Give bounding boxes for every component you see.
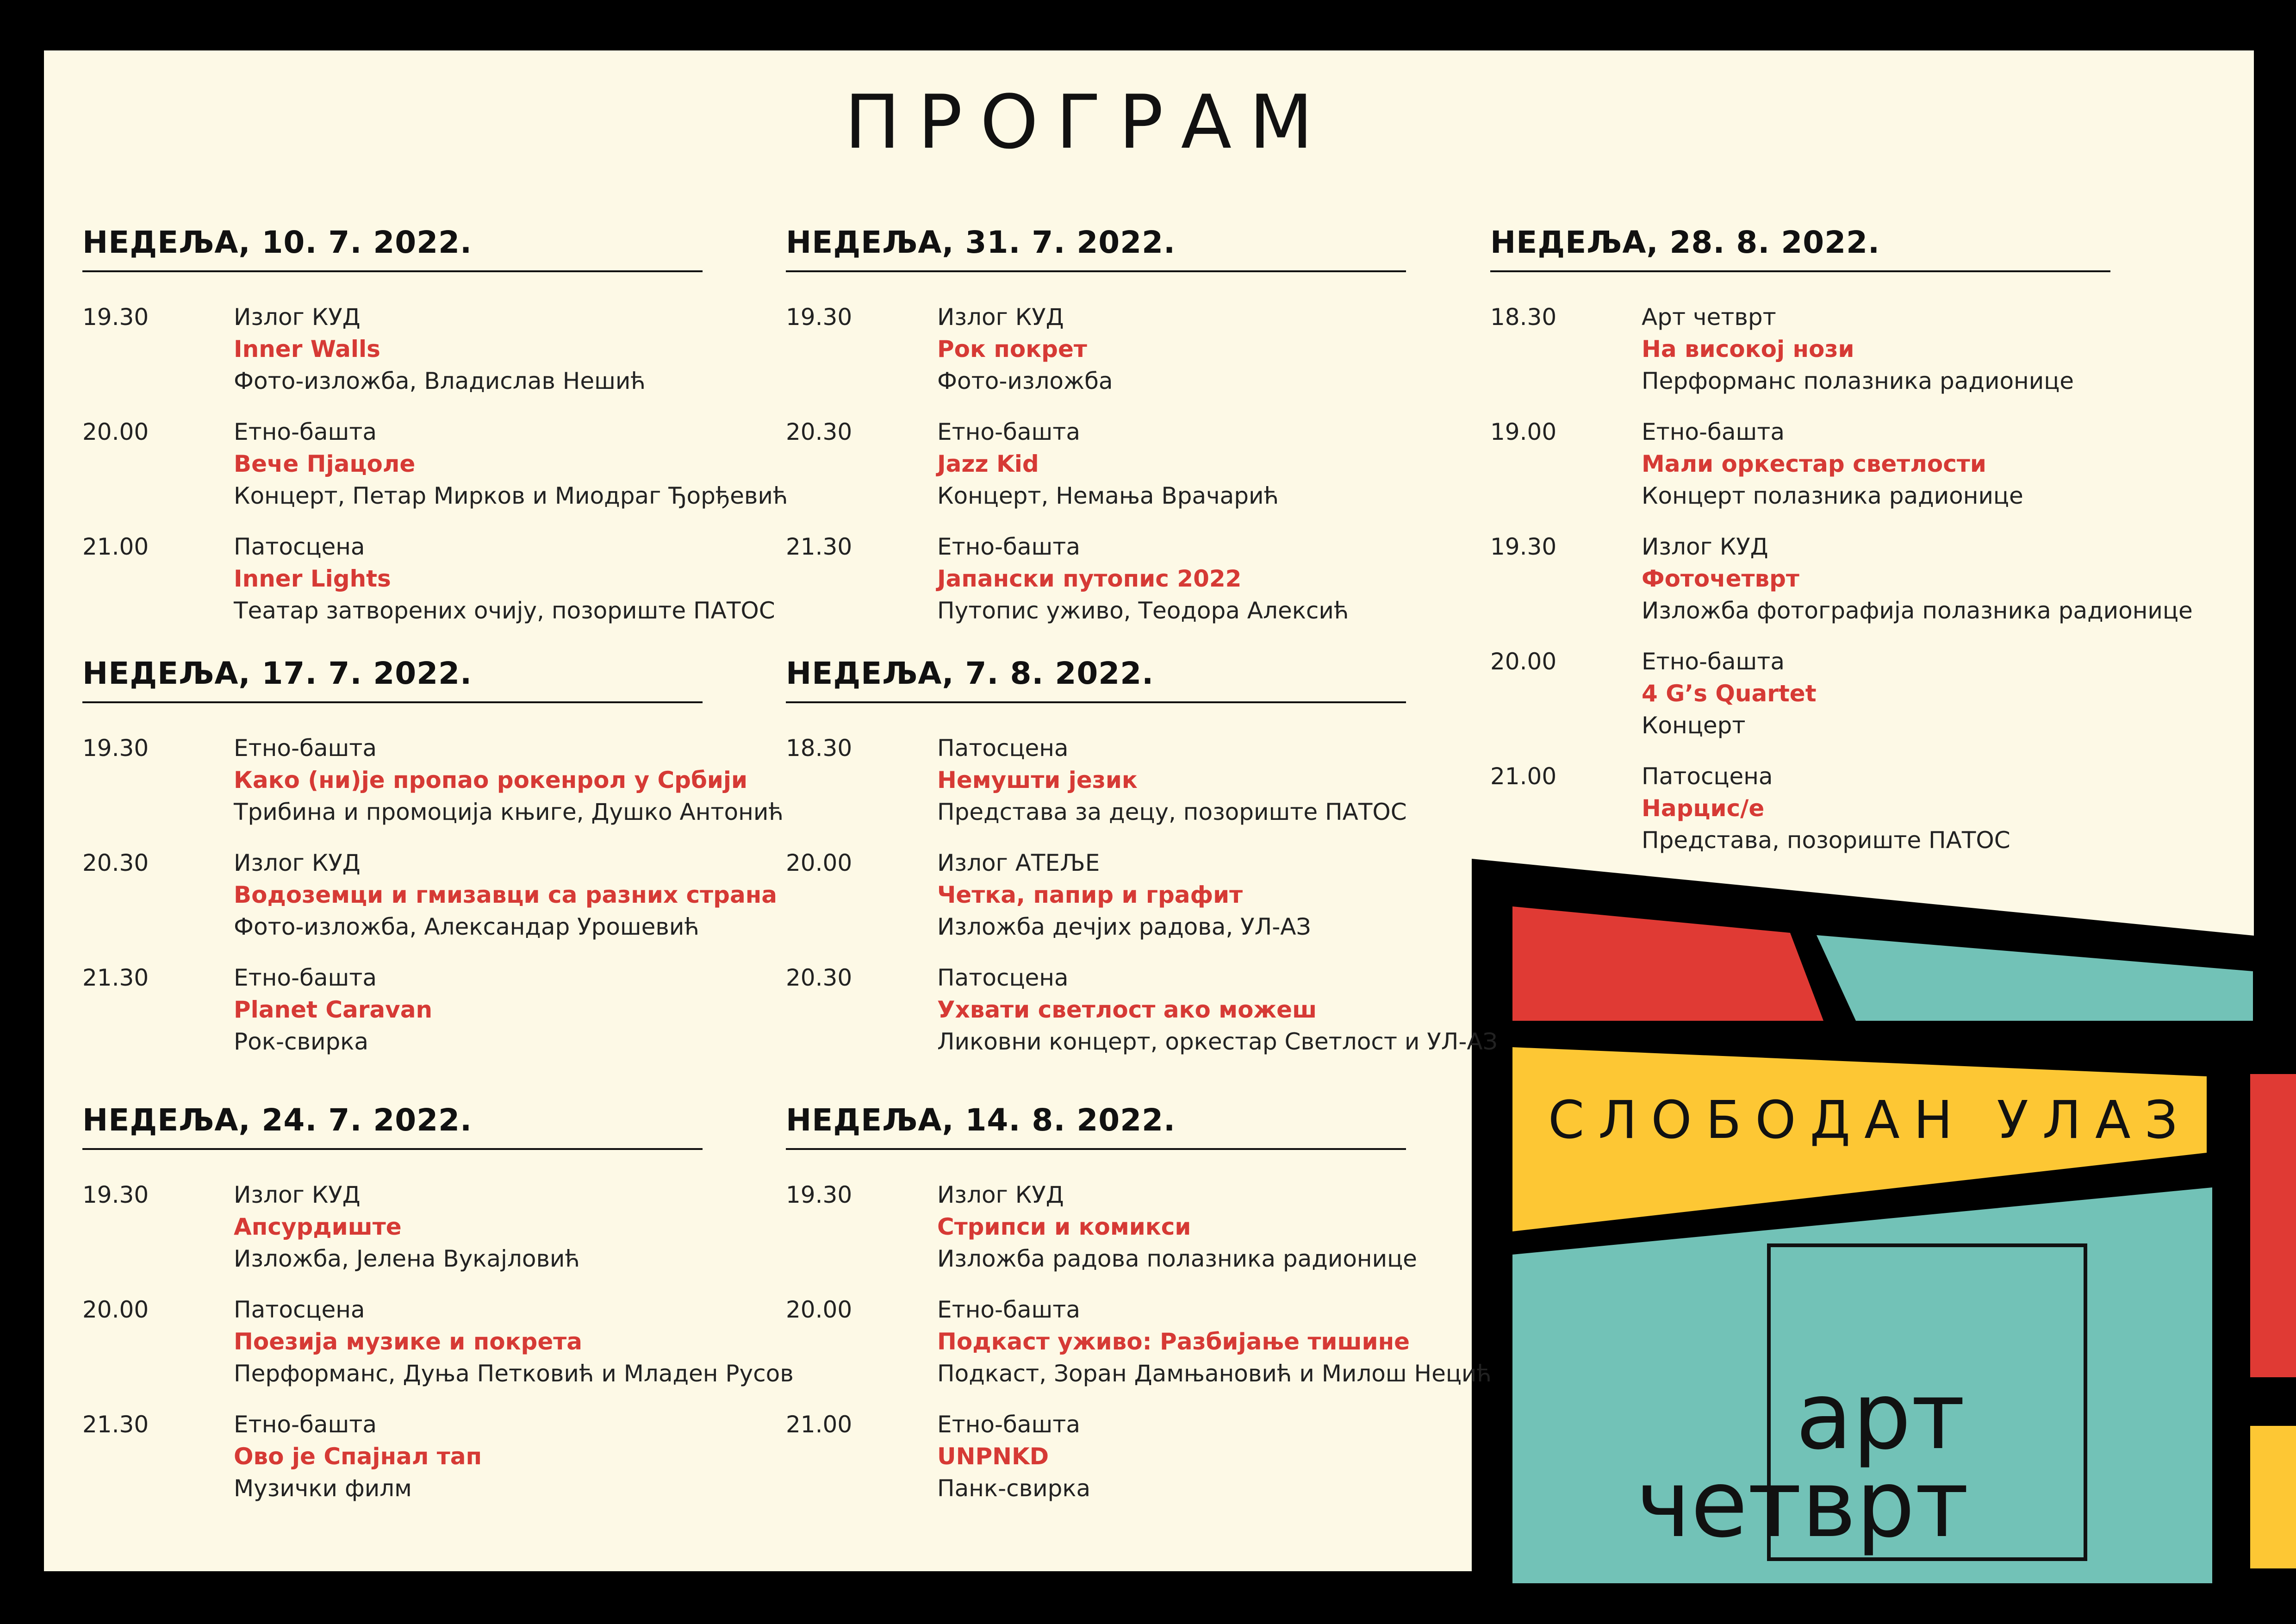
red-block-right [2250, 1074, 2296, 1377]
event-desc: Фото-изложба, Александар Урошевић [234, 913, 699, 940]
event-time: 20.00 [82, 418, 149, 445]
event-time: 21.00 [786, 1411, 852, 1438]
event-venue: Излог КУД [937, 1181, 1064, 1208]
event-desc: Фото-изложба [937, 368, 1113, 394]
day-heading: НЕДЕЉА, 7. 8. 2022. [786, 656, 1406, 703]
event-venue: Излог АТЕЉЕ [937, 849, 1100, 876]
event-time: 19.30 [82, 304, 149, 331]
event-name: Inner Lights [234, 565, 391, 592]
event-time: 21.30 [786, 533, 852, 560]
day-block [786, 1102, 1492, 1504]
event-name: Стрипси и комикси [937, 1213, 1191, 1240]
event-venue: Етно-башта [937, 533, 1081, 560]
event-time: 20.00 [786, 1296, 852, 1323]
event-venue: Излог КУД [234, 304, 361, 331]
event-venue: Излог КУД [234, 849, 361, 876]
event-venue: Етно-башта [1642, 418, 1785, 445]
event-item [82, 1296, 794, 1411]
day-heading: НЕДЕЉА, 24. 7. 2022. [82, 1102, 703, 1150]
event-item [82, 1411, 726, 1504]
logo-line-1: арт [1796, 1362, 1966, 1470]
event-item [786, 533, 1429, 626]
program-column-3 [1490, 225, 2193, 856]
event-time: 20.30 [786, 964, 852, 991]
event-desc: Изложба дечјих радова, УЛ-АЗ [937, 913, 1311, 940]
event-time: 20.00 [786, 849, 852, 876]
event-desc: Подкаст, Зоран Дамњановић и Милош Нецић [937, 1360, 1492, 1387]
event-name: Ово је Спајнал тап [234, 1443, 482, 1470]
event-time: 19.30 [786, 1181, 852, 1208]
event-desc: Перформанс полазника радионице [1642, 368, 2074, 394]
event-time: 19.00 [1490, 418, 1557, 445]
event-desc: Фото-изложба, Владислав Нешић [234, 368, 646, 394]
event-time: 20.30 [82, 849, 149, 876]
event-desc: Музички филм [234, 1475, 412, 1502]
event-item [82, 304, 726, 418]
page-title: ПРОГРАМ [844, 79, 1331, 165]
event-item [786, 304, 1429, 418]
event-desc: Концерт полазника радионице [1642, 482, 2023, 509]
yellow-block-right [2250, 1426, 2296, 1568]
program-column-1b [82, 656, 784, 1057]
event-item [786, 1296, 1492, 1411]
event-time: 18.30 [786, 735, 852, 762]
event-time: 21.00 [82, 533, 149, 560]
event-name: Planet Caravan [234, 996, 433, 1023]
event-name: UNPNKD [937, 1443, 1049, 1470]
event-desc: Перформанс, Дуња Петковић и Младен Русов [234, 1360, 794, 1387]
day-block [82, 656, 784, 1057]
event-venue: Излог КУД [937, 304, 1064, 331]
event-venue: Етно-башта [937, 1411, 1081, 1438]
event-item [82, 418, 788, 533]
event-venue: Патосцена [1642, 763, 1773, 790]
event-time: 19.30 [1490, 533, 1557, 560]
logo-line-2: четврт [1636, 1450, 1969, 1558]
event-venue: Етно-башта [234, 1411, 377, 1438]
event-time: 21.30 [82, 1411, 149, 1438]
event-venue: Етно-башта [1642, 648, 1785, 675]
day-heading: НЕДЕЉА, 28. 8. 2022. [1490, 225, 2110, 272]
event-name: Подкаст уживо: Разбијање тишине [937, 1328, 1410, 1355]
event-item [82, 735, 784, 849]
event-desc: Представа, позориште ПАТОС [1642, 827, 2010, 854]
event-desc: Панк-свирка [937, 1475, 1091, 1502]
event-desc: Концерт, Немања Врачарић [937, 482, 1279, 509]
event-desc: Трибина и промоција књиге, Душко Антонић [234, 799, 784, 825]
event-time: 20.00 [1490, 648, 1557, 675]
event-name: Inner Walls [234, 336, 380, 362]
event-desc: Изложба фотографија полазника радионице [1642, 597, 2193, 624]
event-name: Како (ни)је пропао рокенрол у Србији [234, 767, 748, 793]
event-name: Jazz Kid [937, 450, 1039, 477]
event-name: На високој нози [1642, 336, 1854, 362]
day-block [82, 1102, 794, 1504]
event-desc: Концерт [1642, 712, 1746, 739]
event-venue: Етно-башта [937, 418, 1081, 445]
event-venue: Излог КУД [234, 1181, 361, 1208]
event-item [1490, 533, 2193, 648]
program-column-1 [82, 225, 788, 626]
program-column-2b [786, 656, 1498, 1057]
event-name: 4 G’s Quartet [1642, 680, 1817, 707]
event-item [82, 533, 775, 626]
event-name: Четка, папир и графит [937, 881, 1243, 908]
event-venue: Етно-башта [234, 964, 377, 991]
event-time: 21.30 [82, 964, 149, 991]
free-entry-label: СЛОБОДАН УЛАЗ [1548, 1090, 2192, 1150]
event-venue: Етно-башта [234, 418, 377, 445]
event-name: Немушти језик [937, 767, 1138, 793]
event-venue: Етно-башта [234, 735, 377, 762]
event-time: 18.30 [1490, 304, 1557, 331]
event-name: Апсурдиште [234, 1213, 402, 1240]
event-time: 21.00 [1490, 763, 1557, 790]
event-venue: Патосцена [937, 964, 1069, 991]
day-block [1490, 225, 2193, 856]
event-venue: Патосцена [234, 1296, 365, 1323]
day-block [786, 656, 1498, 1057]
event-time: 19.30 [82, 1181, 149, 1208]
day-heading: НЕДЕЉА, 14. 8. 2022. [786, 1102, 1406, 1150]
day-heading: НЕДЕЉА, 10. 7. 2022. [82, 225, 703, 272]
day-heading: НЕДЕЉА, 17. 7. 2022. [82, 656, 703, 703]
event-item [786, 418, 1429, 533]
event-desc: Ликовни концерт, оркестар Светлост и УЛ-АЗ [937, 1028, 1498, 1055]
event-item [1490, 648, 2134, 763]
event-time: 19.30 [82, 735, 149, 762]
event-name: Фоточетврт [1642, 565, 1799, 592]
day-block [786, 225, 1429, 626]
event-name: Водоземци и гмизавци са разних страна [234, 881, 777, 908]
event-venue: Етно-башта [937, 1296, 1081, 1323]
event-time: 20.00 [82, 1296, 149, 1323]
event-item [1490, 763, 2134, 856]
event-item [1490, 304, 2134, 418]
program-column-1c [82, 1102, 794, 1504]
program-column-2c [786, 1102, 1492, 1504]
event-item [786, 964, 1498, 1057]
event-venue: Патосцена [937, 735, 1069, 762]
event-item [82, 964, 726, 1057]
event-desc: Путопис уживо, Теодора Алексић [937, 597, 1349, 624]
event-name: Нарцис/е [1642, 795, 1765, 822]
event-time: 19.30 [786, 304, 852, 331]
event-item [1490, 418, 2134, 533]
day-block [82, 225, 788, 626]
event-name: Рок покрет [937, 336, 1087, 362]
event-item [786, 1411, 1429, 1504]
event-desc: Изложба, Јелена Вукајловић [234, 1245, 580, 1272]
event-desc: Концерт, Петар Мирков и Миодраг Ђорђевић [234, 482, 788, 509]
event-name: Јапански путопис 2022 [937, 565, 1242, 592]
event-name: Ухвати светлост ако можеш [937, 996, 1317, 1023]
event-desc: Театар затворених очију, позориште ПАТОС [234, 597, 775, 624]
event-time: 20.30 [786, 418, 852, 445]
event-venue: Излог КУД [1642, 533, 1768, 560]
event-name: Мали оркестар светлости [1642, 450, 1986, 477]
event-name: Вече Пјацоле [234, 450, 416, 477]
event-item [82, 849, 777, 964]
event-item [786, 849, 1429, 964]
program-column-2 [786, 225, 1429, 626]
event-name: Поезија музике и покрета [234, 1328, 582, 1355]
event-desc: Представа за децу, позориште ПАТОС [937, 799, 1407, 825]
event-item [786, 735, 1429, 849]
event-item [786, 1181, 1429, 1296]
event-desc: Рок-свирка [234, 1028, 369, 1055]
event-desc: Изложба радова полазника радионице [937, 1245, 1417, 1272]
event-venue: Патосцена [234, 533, 365, 560]
event-venue: Арт четврт [1642, 304, 1776, 331]
day-heading: НЕДЕЉА, 31. 7. 2022. [786, 225, 1406, 272]
event-item [82, 1181, 726, 1296]
